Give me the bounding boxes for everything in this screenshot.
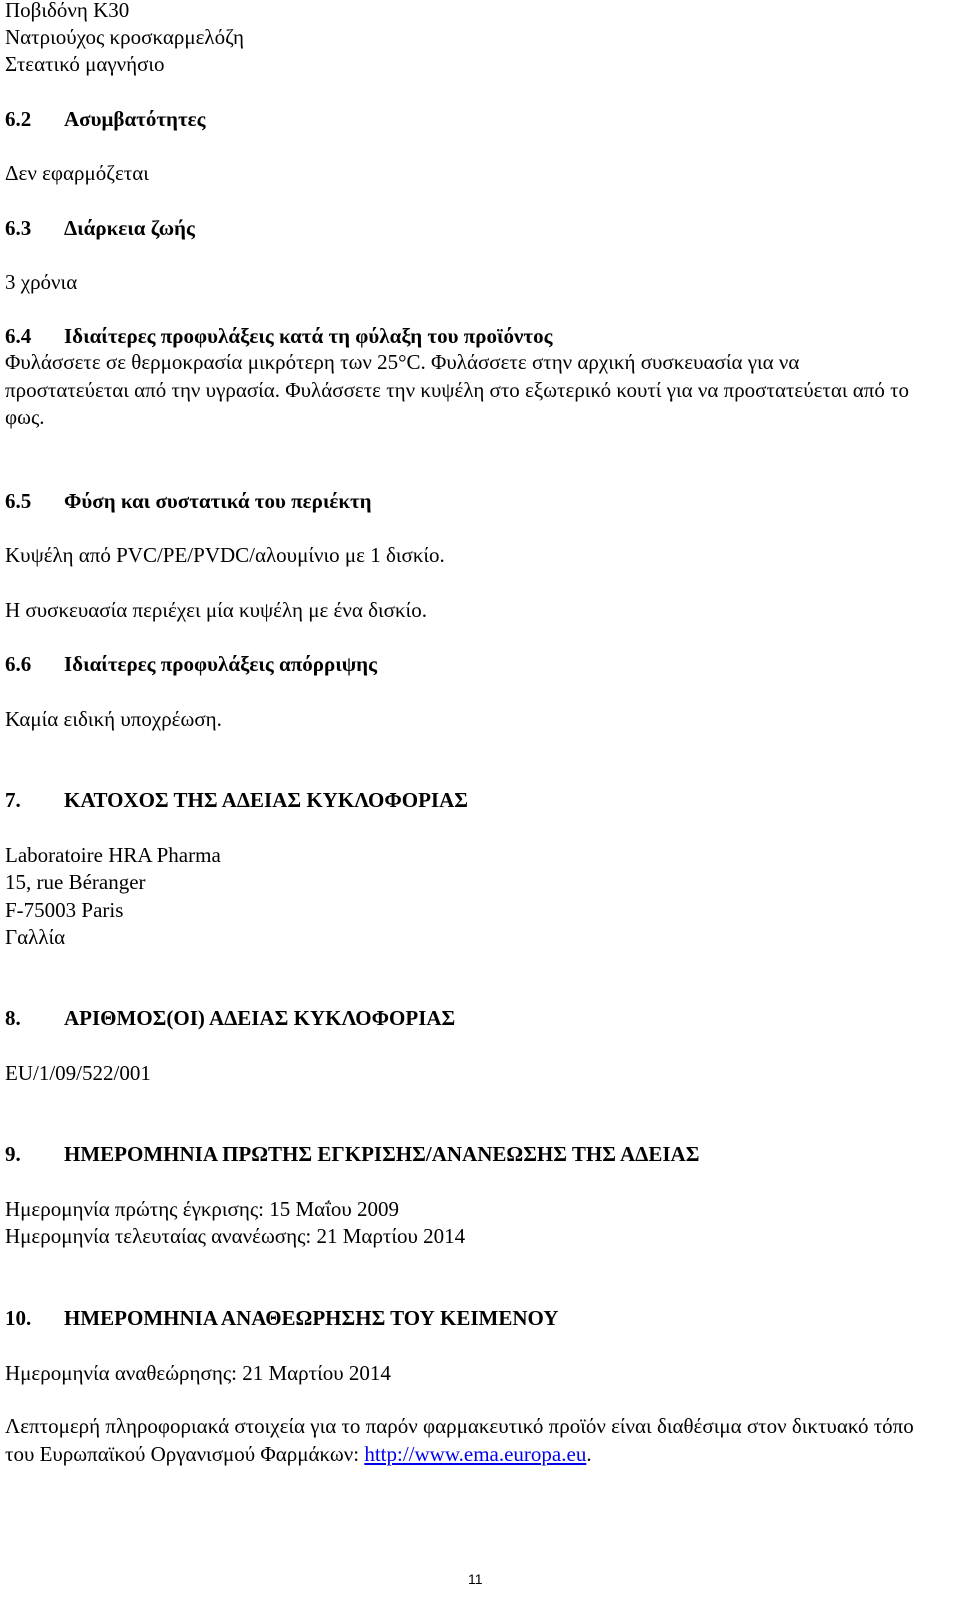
page-number: 11 <box>468 1571 483 1587</box>
section-10-number: 10. <box>5 1306 32 1330</box>
mah-address-line: 15, rue Béranger <box>5 870 146 894</box>
section-6-5-heading: Φύση και συστατικά του περιέκτη <box>64 489 372 513</box>
first-authorisation-date: Ημερομηνία πρώτης έγκρισης: 15 Μαΐου 2009 <box>5 1197 399 1221</box>
ema-website-link[interactable]: http://www.ema.europa.eu <box>364 1441 587 1466</box>
section-6-5-line: Κυψέλη από PVC/PE/PVDC/αλουμίνιο με 1 δισκίο. <box>5 543 445 567</box>
section-6-6-text: Καμία ειδική υποχρέωση. <box>5 707 222 731</box>
section-6-3-number: 6.3 <box>5 216 32 240</box>
excipient-line: Νατριούχος κροσκαρμελόζη <box>5 25 244 49</box>
revision-date: Ημερομηνία αναθεώρησης: 21 Μαρτίου 2014 <box>5 1361 391 1385</box>
section-7-heading: ΚΑΤΟΧΟΣ ΤΗΣ ΑΔΕΙΑΣ ΚΥΚΛΟΦΟΡΙΑΣ <box>64 788 468 812</box>
section-6-6-heading: Ιδιαίτερες προφυλάξεις απόρριψης <box>64 652 377 676</box>
section-6-2-text: Δεν εφαρμόζεται <box>5 161 149 185</box>
section-6-5-line: Η συσκευασία περιέχει μία κυψέλη με ένα δισκίο. <box>5 598 427 622</box>
section-6-3-heading: Διάρκεια ζωής <box>64 216 195 240</box>
section-10-heading: ΗΜΕΡΟΜΗΝΙΑ ΑΝΑΘΕΩΡΗΣΗΣ ΤΟΥ ΚΕΙΜΕΝΟΥ <box>64 1306 559 1330</box>
section-8-number: 8. <box>5 1006 21 1030</box>
ema-info-text: Λεπτομερή πληροφοριακά στοιχεία για το παρόν φαρμακευτικό προϊόν είναι διαθέσιμα στον δικτυακό τόπο του Ευρωπαϊκού Οργανισμού Φαρμάκων: <box>5 1414 914 1466</box>
section-6-6-number: 6.6 <box>5 652 32 676</box>
section-8-heading: ΑΡΙΘΜΟΣ(ΟΙ) ΑΔΕΙΑΣ ΚΥΚΛΟΦΟΡΙΑΣ <box>64 1006 456 1030</box>
mah-address-line: Γαλλία <box>5 925 66 949</box>
section-6-4-number: 6.4 <box>5 324 32 348</box>
renewal-date: Ημερομηνία τελευταίας ανανέωσης: 21 Μαρτίου 2014 <box>5 1224 466 1248</box>
mah-address-line: Laboratoire HRA Pharma <box>5 843 221 867</box>
section-6-4-paragraph: Φυλάσσετε σε θερμοκρασία μικρότερη των 25°C. Φυλάσσετε στην αρχική συσκευασία για να προστατεύεται από την υγρασία. Φυλάσσετε την κυψέλη στο εξωτερικό κουτί για να προστατεύεται από το φως. <box>5 350 910 429</box>
authorisation-number: EU/1/09/522/001 <box>5 1061 151 1085</box>
section-9-heading: ΗΜΕΡΟΜΗΝΙΑ ΠΡΩΤΗΣ ΕΓΚΡΙΣΗΣ/ΑΝΑΝΕΩΣΗΣ ΤΗΣ ΑΔΕΙΑΣ <box>64 1142 700 1166</box>
section-9-number: 9. <box>5 1142 21 1166</box>
ema-info-paragraph <box>5 1413 925 1468</box>
section-6-2-number: 6.2 <box>5 107 32 131</box>
ema-info-end: . <box>586 1441 592 1466</box>
section-6-2-heading: Ασυμβατότητες <box>64 107 206 131</box>
section-6-3-text: 3 χρόνια <box>5 270 78 294</box>
mah-address-line: F-75003 Paris <box>5 898 124 922</box>
excipient-line: Στεατικό μαγνήσιο <box>5 52 165 76</box>
section-6-5-number: 6.5 <box>5 489 32 513</box>
section-7-number: 7. <box>5 788 21 812</box>
excipient-line: Ποβιδόνη K30 <box>5 0 130 22</box>
section-6-4-heading: Ιδιαίτερες προφυλάξεις κατά τη φύλαξη του προϊόντος <box>64 324 553 348</box>
